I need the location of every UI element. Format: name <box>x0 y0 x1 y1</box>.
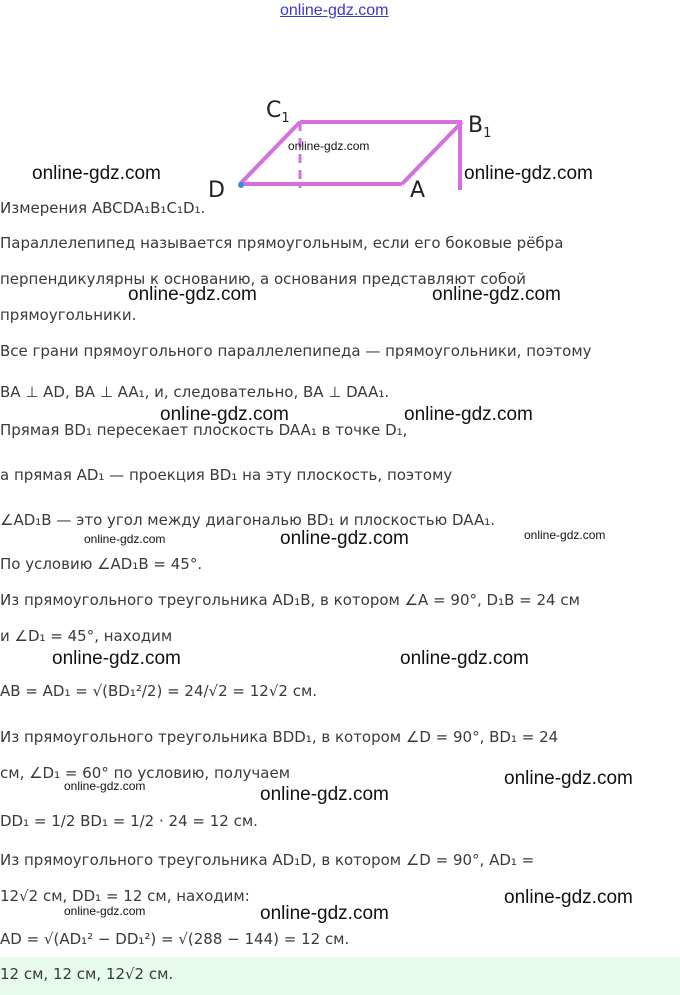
watermark: online-gdz.com <box>280 528 409 549</box>
text-line: DD₁ = 1/2 BD₁ = 1/2 · 24 = 12 см. <box>0 812 258 830</box>
text-line: перпендикулярны к основанию, а основания представляют собой <box>0 270 527 288</box>
label-d: D <box>208 178 225 200</box>
text-line: AB = AD₁ = √(BD₁²/2) = 24/√2 = 12√2 см. <box>0 682 318 700</box>
watermark-top[interactable]: online-gdz.com <box>280 2 389 19</box>
answer-box <box>0 957 680 995</box>
text-line: Все грани прямоугольного параллелепипеда — прямоугольники, поэтому <box>0 342 592 360</box>
text-line: Прямая BD₁ пересекает плоскость DAA₁ в точке D₁, <box>0 421 408 439</box>
text-line: Из прямоугольного треугольника AD₁B, в котором ∠A = 90°, D₁B = 24 см <box>0 591 580 609</box>
watermark: online-gdz.com <box>52 648 181 669</box>
text-line: ∠AD₁B — это угол между диагональю BD₁ и плоскостью DAA₁. <box>0 511 495 529</box>
text-line: BA ⊥ AD, BA ⊥ AA₁, и, следовательно, BA ⊥ DAA₁. <box>0 383 390 401</box>
watermark: online-gdz.com <box>260 784 389 805</box>
watermark: online-gdz.com <box>64 779 146 793</box>
label-a: A <box>410 178 426 200</box>
label-b1: $B_1$ <box>468 113 492 141</box>
text-line: AD = √(AD₁² − DD₁²) = √(288 − 144) = 12 см. <box>0 930 350 948</box>
watermark: online-gdz.com <box>400 648 529 669</box>
watermark: online-gdz.com <box>260 903 389 924</box>
text-line: прямоугольники. <box>0 306 137 324</box>
watermark: online-gdz.com <box>32 163 161 184</box>
answer-text: 12 см, 12 см, 12√2 см. <box>0 965 174 983</box>
watermark: online-gdz.com <box>464 163 593 184</box>
watermark: online-gdz.com <box>128 284 257 305</box>
watermark: online-gdz.com <box>404 404 533 425</box>
text-line: Измерения ABCDA₁B₁C₁D₁. <box>0 199 206 217</box>
text-line: 12√2 см, DD₁ = 12 см, находим: <box>0 887 250 905</box>
text-line: Параллелепипед называется прямоугольным, если его боковые рёбра <box>0 234 564 252</box>
watermark: online-gdz.com <box>504 887 633 908</box>
watermark: online-gdz.com <box>504 768 633 789</box>
watermark: online-gdz.com <box>288 139 370 153</box>
vertex-d-dot <box>238 182 244 188</box>
text-line: Из прямоугольного треугольника BDD₁, в котором ∠D = 90°, BD₁ = 24 <box>0 728 559 746</box>
text-line: а прямая AD₁ — проекция BD₁ на эту плоскость, поэтому <box>0 466 453 484</box>
watermark: online-gdz.com <box>84 532 166 546</box>
text-line: см, ∠D₁ = 60° по условию, получаем <box>0 764 291 782</box>
watermark: online-gdz.com <box>160 404 289 425</box>
edge-b1-a <box>402 122 462 184</box>
watermark: online-gdz.com <box>524 528 606 542</box>
watermark: online-gdz.com <box>64 904 146 918</box>
text-line: Из прямоугольного треугольника AD₁D, в котором ∠D = 90°, AD₁ = <box>0 851 535 869</box>
watermark: online-gdz.com <box>432 284 561 305</box>
text-line: По условию ∠AD₁B = 45°. <box>0 555 203 573</box>
edge-c1-d <box>240 122 300 184</box>
label-c1: $C_1$ <box>266 98 290 126</box>
text-line: и ∠D₁ = 45°, находим <box>0 627 173 645</box>
